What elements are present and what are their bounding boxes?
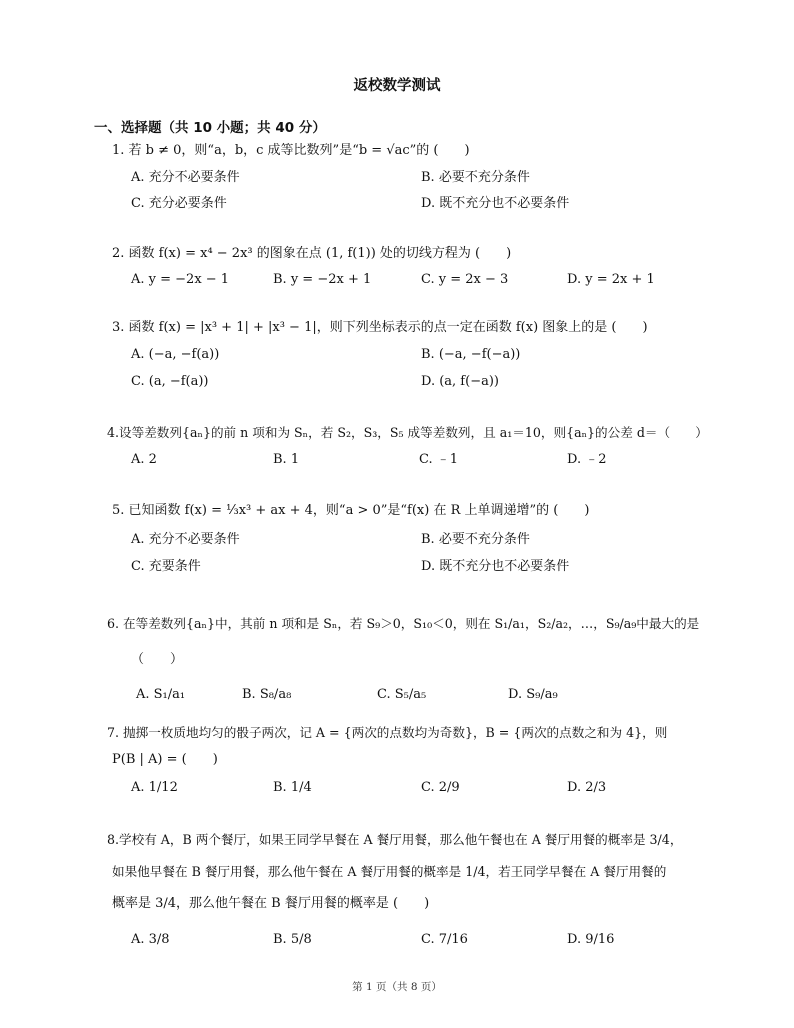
question-1-option-c: C. 充分必要条件 bbox=[131, 196, 227, 211]
question-4-option-c: C. ﹣1 bbox=[419, 452, 459, 467]
question-1-option-d: D. 既不充分也不必要条件 bbox=[421, 196, 570, 211]
question-1-option-b: B. 必要不充分条件 bbox=[421, 170, 530, 185]
question-8-option-b: B. 5/8 bbox=[273, 932, 312, 947]
question-2-stem: 2. 函数 f(x) = x⁴ − 2x³ 的图象在点 (1, f(1)) 处的切线方程为 ( ) bbox=[112, 246, 512, 261]
question-6-option-b: B. S₈/a₈ bbox=[242, 687, 292, 702]
page-footer: 第 1 页（共 8 页） bbox=[352, 981, 442, 993]
question-3-option-b: B. (−a, −f(−a)) bbox=[421, 347, 521, 362]
question-1-option-a: A. 充分不必要条件 bbox=[131, 170, 240, 185]
question-8-option-d: D. 9/16 bbox=[567, 932, 615, 947]
question-3-option-c: C. (a, −f(a)) bbox=[131, 374, 209, 389]
question-5-option-a: A. 充分不必要条件 bbox=[131, 532, 240, 547]
question-6-option-c: C. S₅/a₅ bbox=[377, 687, 427, 702]
question-6-option-d: D. S₉/a₉ bbox=[508, 687, 558, 702]
question-6-stem: 6. 在等差数列{aₙ}中，其前 n 项和是 Sₙ，若 S₉＞0，S₁₀＜0，则在 S₁/a₁，S₂/a₂，…，S₉/a₉中最大的是 bbox=[107, 616, 700, 631]
question-8-stem-line3: 概率是 3/4，那么他午餐在 B 餐厅用餐的概率是 ( ) bbox=[112, 896, 430, 911]
question-7-option-a: A. 1/12 bbox=[131, 780, 178, 795]
question-5-option-b: B. 必要不充分条件 bbox=[421, 532, 530, 547]
question-7-option-d: D. 2/3 bbox=[567, 780, 607, 795]
question-8-option-c: C. 7/16 bbox=[421, 932, 468, 947]
question-7-option-b: B. 1/4 bbox=[273, 780, 312, 795]
question-2-option-b: B. y = −2x + 1 bbox=[273, 272, 372, 287]
question-5-stem: 5. 已知函数 f(x) = ⅓x³ + ax + 4，则“a > 0”是“f(x) 在 R 上单调递增”的 ( ) bbox=[112, 503, 590, 518]
question-4-option-d: D. ﹣2 bbox=[567, 452, 607, 467]
question-7-stem-line2: P(B | A) = ( ) bbox=[112, 752, 218, 767]
section-heading: 一、选择题（共 10 小题；共 40 分） bbox=[94, 120, 326, 136]
question-7-stem: 7. 抛掷一枚质地均匀的骰子两次，记 A = {两次的点数均为奇数}，B = {两次的点数之和为 4}，则 bbox=[107, 725, 668, 740]
question-2-option-c: C. y = 2x − 3 bbox=[421, 272, 509, 287]
question-8-option-a: A. 3/8 bbox=[131, 932, 170, 947]
question-3-option-a: A. (−a, −f(a)) bbox=[131, 347, 220, 362]
question-7-option-c: C. 2/9 bbox=[421, 780, 460, 795]
question-2-option-a: A. y = −2x − 1 bbox=[131, 272, 230, 287]
question-8-stem-line2: 如果他早餐在 B 餐厅用餐，那么他午餐在 A 餐厅用餐的概率是 1/4，若王同学早餐在 A 餐厅用餐的 bbox=[112, 864, 667, 879]
question-5-option-c: C. 充要条件 bbox=[131, 559, 201, 574]
question-5-option-d: D. 既不充分也不必要条件 bbox=[421, 559, 570, 574]
question-3-stem: 3. 函数 f(x) = |x³ + 1| + |x³ − 1|，则下列坐标表示的点一定在函数 f(x) 图象上的是 ( ) bbox=[112, 320, 648, 335]
question-6-stem-line2: （ ） bbox=[131, 652, 184, 667]
page-title: 返校数学测试 bbox=[353, 78, 441, 94]
question-6-option-a: A. S₁/a₁ bbox=[136, 687, 186, 702]
question-4-option-a: A. 2 bbox=[131, 452, 157, 467]
question-8-stem: 8.学校有 A，B 两个餐厅，如果王同学早餐在 A 餐厅用餐，那么他午餐也在 A 餐厅用餐的概率是 3/4， bbox=[107, 832, 683, 847]
question-4-stem: 4.设等差数列{aₙ}的前 n 项和为 Sₙ，若 S₂，S₃，S₅ 成等差数列，且 a₁＝10，则{aₙ}的公差 d＝（ ） bbox=[107, 425, 708, 440]
question-4-option-b: B. 1 bbox=[273, 452, 300, 467]
question-2-option-d: D. y = 2x + 1 bbox=[567, 272, 655, 287]
question-3-option-d: D. (a, f(−a)) bbox=[421, 374, 499, 389]
question-1-stem: 1. 若 b ≠ 0，则“a，b，c 成等比数列”是“b = √ac”的 ( ) bbox=[112, 143, 470, 158]
